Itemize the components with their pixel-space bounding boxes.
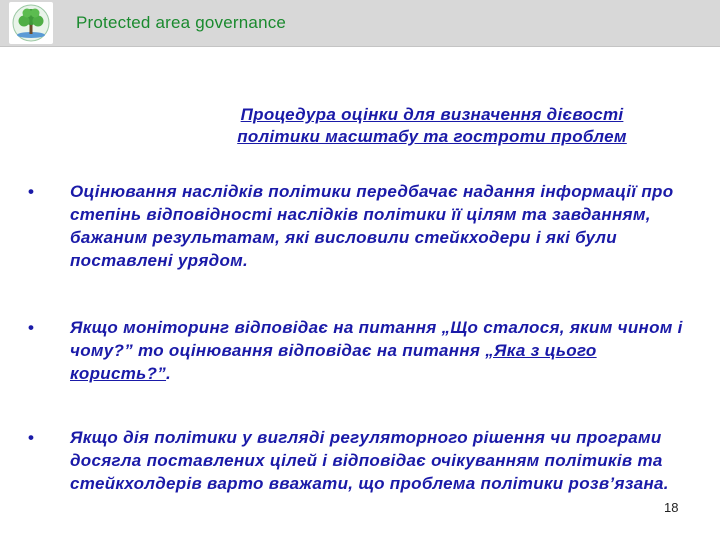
bullet-item [28, 426, 688, 495]
bullet-text-end: . [166, 364, 172, 383]
bullet-text: Оцінювання наслідків політики передбачає надання інформації про степінь відповідності наслідків політики її цілям та завданням, бажаним результатам, які висловили стейкходери і які були поставлені урядом. [70, 182, 674, 270]
bullet-dot: • [28, 318, 35, 337]
bullet-item [28, 316, 688, 385]
bullet-dot: • [28, 182, 35, 201]
slide-title-line-2: політики масштабу та гостроти проблем [237, 127, 627, 146]
page-number: 18 [664, 500, 679, 515]
slide-title [150, 104, 714, 148]
bullet-text-underlined: „Яка з цього користь?” [70, 341, 597, 383]
slide-title-line-1: Процедура оцінки для визначення дієвості [240, 105, 624, 124]
bullet-dot: • [28, 428, 35, 447]
header-title: Protected area governance [76, 13, 287, 32]
tree-logo-icon [9, 2, 53, 44]
bullet-text: Якщо дія політики у вигляді регуляторного рішення чи програми досягла поставлених цілей і відповідає очікуванням політиків та стейкхолдерів варто вважати, що проблема політики розв’язана. [70, 428, 669, 493]
bullet-list [28, 180, 688, 495]
header-bar [0, 0, 720, 47]
bullet-item [28, 180, 688, 272]
bullet-text: Якщо моніторинг відповідає на питання „Що сталося, яким чином і чому?” то оцінювання відповідає на питання [70, 318, 683, 360]
